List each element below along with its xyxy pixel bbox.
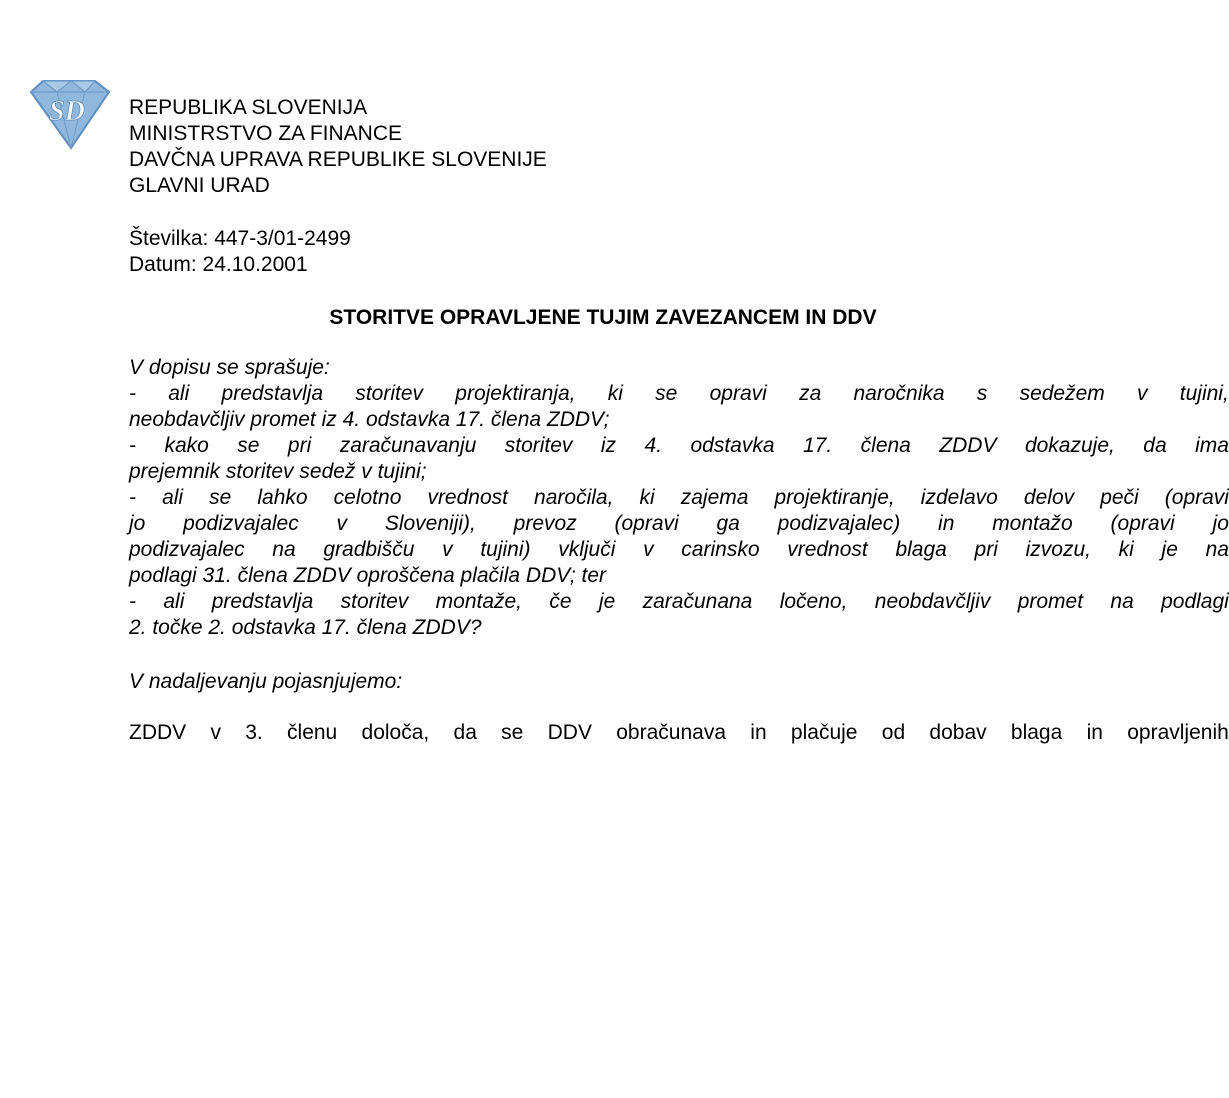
word: od xyxy=(881,721,906,744)
word: delov xyxy=(1023,486,1075,509)
word: storitev xyxy=(355,382,424,405)
word: in xyxy=(938,512,955,535)
word: montažo xyxy=(992,512,1073,535)
word: se xyxy=(655,382,678,405)
explanation-intro: V nadaljevanju pojasnjujemo: xyxy=(129,670,403,693)
word: ga xyxy=(716,512,740,535)
diamond-logo-icon xyxy=(27,78,112,150)
word: prevoz xyxy=(513,512,577,535)
question-line xyxy=(129,589,1229,615)
word: blaga xyxy=(1010,721,1063,744)
document-meta xyxy=(129,226,351,278)
word: na xyxy=(1110,590,1134,613)
question-line: podlagi 31. člena ZDDV oproščena plačila DDV; ter xyxy=(129,564,607,587)
word: ki xyxy=(1118,538,1134,561)
word: zaračunavanju xyxy=(339,434,477,457)
header-line-1: REPUBLIKA SLOVENIJA xyxy=(129,96,368,119)
word: se xyxy=(501,721,524,744)
header-line-4: GLAVNI URAD xyxy=(129,174,270,197)
word: 17. xyxy=(803,434,833,457)
word: ali xyxy=(162,486,184,509)
word: ločeno, xyxy=(779,590,848,613)
word: ali xyxy=(168,382,190,405)
word: predstavlja xyxy=(211,590,314,613)
word: iz xyxy=(600,434,617,457)
word: podlagi xyxy=(1161,590,1229,613)
word: montaže, xyxy=(435,590,523,613)
questions-intro: V dopisu se sprašuje: xyxy=(129,356,330,379)
word: tujini) xyxy=(480,538,531,561)
word: je xyxy=(1161,538,1178,561)
question-line: neobdavčljiv promet iz 4. odstavka 17. člena ZDDV; xyxy=(129,408,610,431)
word: ZDDV xyxy=(939,434,997,457)
logo xyxy=(27,78,112,150)
word: - xyxy=(129,486,136,509)
word: v xyxy=(442,538,453,561)
word: podizvajalec xyxy=(129,538,245,561)
word: če xyxy=(549,590,572,613)
word: in xyxy=(1086,721,1103,744)
word: kako xyxy=(164,434,209,457)
word: ki xyxy=(607,382,623,405)
word: na xyxy=(1205,538,1229,561)
word: (opravi xyxy=(1164,486,1229,509)
word: jo xyxy=(129,512,146,535)
word: ki xyxy=(639,486,655,509)
word: vrednost xyxy=(787,538,868,561)
word: na xyxy=(272,538,296,561)
word: s xyxy=(976,382,988,405)
issuer-header xyxy=(129,95,547,199)
word: jo xyxy=(1212,512,1229,535)
word: izdelavo xyxy=(920,486,998,509)
word: pri xyxy=(287,434,312,457)
word: v xyxy=(336,512,348,535)
word: v xyxy=(643,538,654,561)
word: neobdavčljiv xyxy=(874,590,991,613)
word: za xyxy=(799,382,822,405)
word: izvozu, xyxy=(1025,538,1091,561)
question-line xyxy=(129,381,1229,407)
word: se xyxy=(237,434,260,457)
word: členu xyxy=(287,721,338,744)
word: zajema xyxy=(680,486,749,509)
word: storitev xyxy=(340,590,409,613)
word: vključi xyxy=(558,538,616,561)
word: v xyxy=(1137,382,1148,405)
question-line xyxy=(129,433,1229,459)
word: člena xyxy=(860,434,911,457)
word: opravljenih xyxy=(1127,721,1229,744)
word: in xyxy=(750,721,767,744)
word: promet xyxy=(1017,590,1084,613)
word: - xyxy=(129,382,136,405)
word: projektiranja, xyxy=(455,382,576,405)
word: tujini, xyxy=(1179,382,1229,405)
word: Sloveniji), xyxy=(384,512,476,535)
word: je xyxy=(598,590,616,613)
document-date: Datum: 24.10.2001 xyxy=(129,253,308,276)
word: - xyxy=(129,434,136,457)
word: da xyxy=(1143,434,1167,457)
document-title: STORITVE OPRAVLJENE TUJIM ZAVEZANCEM IN DDV xyxy=(329,306,877,329)
word: vrednost xyxy=(427,486,508,509)
word: (opravi xyxy=(614,512,679,535)
word: plačuje xyxy=(790,721,858,744)
word: ZDDV xyxy=(129,721,187,744)
word: določa, xyxy=(361,721,430,744)
word: naročila, xyxy=(534,486,614,509)
document-number: Številka: 447-3/01-2499 xyxy=(129,227,351,250)
word: carinsko xyxy=(681,538,760,561)
question-line xyxy=(129,485,1229,511)
word: dobav xyxy=(929,721,987,744)
header-line-3: DAVČNA UPRAVA REPUBLIKE SLOVENIJE xyxy=(129,148,547,171)
word: opravi xyxy=(709,382,767,405)
body-line xyxy=(129,720,1229,746)
word: zaračunana xyxy=(642,590,753,613)
word: podizvajalec) xyxy=(777,512,901,535)
word: predstavlja xyxy=(221,382,324,405)
word: - xyxy=(129,590,136,613)
word: 4. xyxy=(644,434,663,457)
word: naročnika xyxy=(853,382,945,405)
question-line xyxy=(129,537,1229,563)
word: 3. xyxy=(245,721,263,744)
word: lahko xyxy=(257,486,308,509)
word: blaga xyxy=(895,538,947,561)
word: storitev xyxy=(504,434,573,457)
word: gradbišču xyxy=(323,538,415,561)
svg-text:SD: SD xyxy=(49,96,85,127)
word: pri xyxy=(974,538,998,561)
word: odstavka xyxy=(690,434,775,457)
word: obračunava xyxy=(616,721,726,744)
word: ali xyxy=(163,590,185,613)
question-line xyxy=(129,511,1229,537)
word: sedežem xyxy=(1019,382,1105,405)
word: peči xyxy=(1100,486,1139,509)
word: DDV xyxy=(547,721,592,744)
word: projektiranje, xyxy=(774,486,895,509)
word: (opravi xyxy=(1110,512,1175,535)
word: podizvajalec xyxy=(183,512,299,535)
word: celotno xyxy=(333,486,402,509)
word: dokazuje, xyxy=(1024,434,1115,457)
word: v xyxy=(210,721,221,744)
word: ima xyxy=(1195,434,1229,457)
word: da xyxy=(453,721,477,744)
header-line-2: MINISTRSTVO ZA FINANCE xyxy=(129,122,403,145)
word: se xyxy=(209,486,232,509)
question-line: 2. točke 2. odstavka 17. člena ZDDV? xyxy=(129,616,482,639)
body-clip xyxy=(129,720,1229,750)
question-line: prejemnik storitev sedež v tujini; xyxy=(129,460,427,483)
